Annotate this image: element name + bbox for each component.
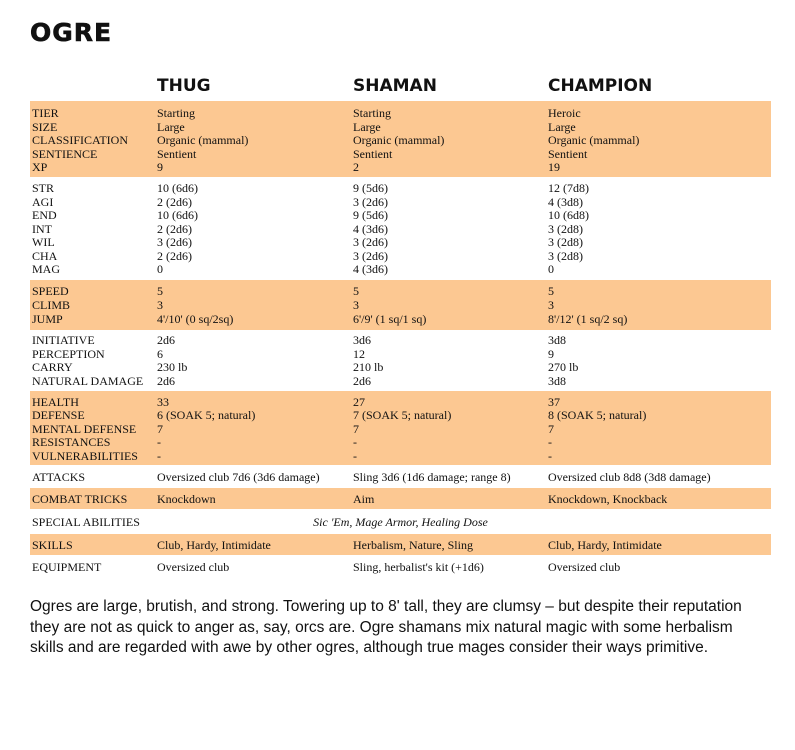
table-row xyxy=(30,470,771,484)
row-label: CLIMB xyxy=(32,298,71,312)
shaman-value: 2 xyxy=(353,160,359,174)
thug-value: 10 (6d6) xyxy=(157,181,198,195)
shaman-value: - xyxy=(353,435,357,449)
thug-value: 33 xyxy=(157,395,169,409)
table-row xyxy=(30,133,771,147)
champion-value: Large xyxy=(548,120,576,134)
champion-value: 12 (7d8) xyxy=(548,181,589,195)
thug-value: Sentient xyxy=(157,147,197,161)
row-label: SPECIAL ABILITIES xyxy=(32,514,140,529)
shaman-value: Organic (mammal) xyxy=(353,133,445,147)
combat-tricks-block xyxy=(30,488,771,509)
page-title: OGRE xyxy=(30,18,113,47)
table-row xyxy=(30,449,771,463)
table-row xyxy=(30,120,771,134)
table-row xyxy=(30,538,771,552)
shaman-value: Sentient xyxy=(353,147,393,161)
row-label: NATURAL DAMAGE xyxy=(32,374,144,388)
table-row xyxy=(30,222,771,236)
row-label: WIL xyxy=(32,235,55,249)
champion-value: 3d8 xyxy=(548,374,566,388)
thug-value: - xyxy=(157,449,161,463)
row-label: RESISTANCES xyxy=(32,435,111,449)
shaman-value: 210 lb xyxy=(353,360,384,374)
row-label: EQUIPMENT xyxy=(32,559,102,574)
champion-value: 7 xyxy=(548,422,554,436)
thug-value: 5 xyxy=(157,284,163,298)
shaman-value: 7 xyxy=(353,422,359,436)
special-abilities-block xyxy=(30,510,771,533)
shaman-value: 9 (5d6) xyxy=(353,181,388,195)
champion-value: Heroic xyxy=(548,106,581,120)
shaman-value: Aim xyxy=(353,491,375,506)
row-label: CLASSIFICATION xyxy=(32,133,129,147)
champion-value: 3 xyxy=(548,298,554,312)
thug-value: Oversized club xyxy=(157,559,230,574)
row-label: COMBAT TRICKS xyxy=(32,491,128,506)
shaman-value: 3 (2d6) xyxy=(353,235,388,249)
movement-block xyxy=(30,280,771,330)
thug-value: 2 (2d6) xyxy=(157,195,192,209)
champion-value: - xyxy=(548,449,552,463)
champion-value: Organic (mammal) xyxy=(548,133,640,147)
table-row xyxy=(30,284,771,298)
champion-value: Knockdown, Knockback xyxy=(548,491,668,506)
row-label: INITIATIVE xyxy=(32,333,95,347)
thug-value: 4'/10' (0 sq/2sq) xyxy=(157,312,234,326)
shaman-value: Sling 3d6 (1d6 damage; range 8) xyxy=(353,469,511,484)
thug-value: Large xyxy=(157,120,185,134)
champion-value: 10 (6d8) xyxy=(548,208,589,222)
row-label: JUMP xyxy=(32,312,63,326)
row-label: VULNERABILITIES xyxy=(32,449,138,463)
table-row xyxy=(30,360,771,374)
table-row xyxy=(30,435,771,449)
row-label: INT xyxy=(32,222,52,236)
thug-value: Starting xyxy=(157,106,195,120)
column-header-thug: THUG xyxy=(157,76,211,96)
thug-value: 6 xyxy=(157,347,163,361)
table-row xyxy=(30,262,771,276)
column-header-champion: CHAMPION xyxy=(548,76,653,96)
shaman-value: 3 (2d6) xyxy=(353,249,388,263)
table-row xyxy=(30,408,771,422)
champion-value: 5 xyxy=(548,284,554,298)
table-row xyxy=(30,560,771,574)
thug-value: 6 (SOAK 5; natural) xyxy=(157,408,256,422)
thug-value: 10 (6d6) xyxy=(157,208,198,222)
thug-value: 2d6 xyxy=(157,333,175,347)
shaman-value: 9 (5d6) xyxy=(353,208,388,222)
shaman-value: 12 xyxy=(353,347,365,361)
row-label: ATTACKS xyxy=(32,469,86,484)
skills-block xyxy=(30,534,771,555)
champion-value: - xyxy=(548,435,552,449)
row-label: SKILLS xyxy=(32,537,73,552)
shaman-value: 2d6 xyxy=(353,374,371,388)
thug-value: 2 (2d6) xyxy=(157,249,192,263)
row-label: CHA xyxy=(32,249,58,263)
column-header-shaman: SHAMAN xyxy=(353,76,437,96)
table-row xyxy=(30,181,771,195)
table-row xyxy=(30,492,771,506)
shaman-value: Sling, herbalist's kit (+1d6) xyxy=(353,559,484,574)
champion-value: Oversized club 8d8 (3d8 damage) xyxy=(548,469,711,484)
champion-value: 3 (2d8) xyxy=(548,249,583,263)
champion-value: 8'/12' (1 sq/2 sq) xyxy=(548,312,628,326)
shaman-value: Starting xyxy=(353,106,391,120)
thug-value: - xyxy=(157,435,161,449)
row-label: CARRY xyxy=(32,360,73,374)
thug-value: Knockdown xyxy=(157,491,216,506)
row-label: STR xyxy=(32,181,55,195)
attributes-block xyxy=(30,179,771,279)
champion-value: 8 (SOAK 5; natural) xyxy=(548,408,647,422)
shaman-value: 3 xyxy=(353,298,359,312)
table-row xyxy=(30,195,771,209)
champion-value: 3 (2d8) xyxy=(548,222,583,236)
table-row xyxy=(30,235,771,249)
table-row xyxy=(30,160,771,174)
champion-value: 37 xyxy=(548,395,560,409)
champion-value: 19 xyxy=(548,160,560,174)
table-row xyxy=(30,312,771,326)
table-row xyxy=(30,298,771,312)
thug-value: Oversized club 7d6 (3d6 damage) xyxy=(157,469,320,484)
champion-value: Club, Hardy, Intimidate xyxy=(548,537,662,552)
special-abilities-value: Sic 'Em, Mage Armor, Healing Dose xyxy=(313,514,488,529)
thug-value: 9 xyxy=(157,160,163,174)
row-label: PERCEPTION xyxy=(32,347,105,361)
row-label: TIER xyxy=(32,106,59,120)
thug-value: 2 (2d6) xyxy=(157,222,192,236)
table-row xyxy=(30,374,771,388)
shaman-value: Large xyxy=(353,120,381,134)
row-label: MENTAL DEFENSE xyxy=(32,422,137,436)
thug-value: Organic (mammal) xyxy=(157,133,249,147)
champion-value: 270 lb xyxy=(548,360,579,374)
equipment-block xyxy=(30,556,771,577)
row-label: SPEED xyxy=(32,284,69,298)
shaman-value: 7 (SOAK 5; natural) xyxy=(353,408,452,422)
table-row xyxy=(30,333,771,347)
thug-value: 3 (2d6) xyxy=(157,235,192,249)
attacks-block xyxy=(30,466,771,487)
champion-value: 4 (3d8) xyxy=(548,195,583,209)
shaman-value: 27 xyxy=(353,395,365,409)
champion-value: 3d8 xyxy=(548,333,566,347)
table-row xyxy=(30,515,771,529)
row-label: SIZE xyxy=(32,120,58,134)
row-label: XP xyxy=(32,160,48,174)
row-label: END xyxy=(32,208,57,222)
shaman-value: Herbalism, Nature, Sling xyxy=(353,537,473,552)
thug-value: 2d6 xyxy=(157,374,175,388)
basic-info-block xyxy=(30,101,771,177)
shaman-value: 5 xyxy=(353,284,359,298)
shaman-value: 4 (3d6) xyxy=(353,222,388,236)
thug-value: 3 xyxy=(157,298,163,312)
thug-value: Club, Hardy, Intimidate xyxy=(157,537,271,552)
row-label: AGI xyxy=(32,195,54,209)
champion-value: 9 xyxy=(548,347,554,361)
table-row xyxy=(30,106,771,120)
champion-value: 0 xyxy=(548,262,554,276)
table-row xyxy=(30,208,771,222)
table-row xyxy=(30,395,771,409)
thug-value: 7 xyxy=(157,422,163,436)
shaman-value: 6'/9' (1 sq/1 sq) xyxy=(353,312,427,326)
table-row xyxy=(30,147,771,161)
table-row xyxy=(30,249,771,263)
table-row xyxy=(30,422,771,436)
defense-block xyxy=(30,391,771,465)
row-label: SENTIENCE xyxy=(32,147,98,161)
shaman-value: 3 (2d6) xyxy=(353,195,388,209)
shaman-value: 4 (3d6) xyxy=(353,262,388,276)
table-row xyxy=(30,347,771,361)
description-paragraph: Ogres are large, brutish, and strong. Towering up to 8' tall, they are clumsy – but despite their reputation they are not as quick to anger as, say, orcs are. Ogre shamans mix natural magic with some herbalism skills and are regarded with awe by other ogres, although true mages consider their ways primitive. xyxy=(30,598,742,656)
champion-value: Sentient xyxy=(548,147,588,161)
row-label: HEALTH xyxy=(32,395,79,409)
thug-value: 230 lb xyxy=(157,360,188,374)
champion-value: 3 (2d8) xyxy=(548,235,583,249)
thug-value: 0 xyxy=(157,262,163,276)
row-label: MAG xyxy=(32,262,61,276)
champion-value: Oversized club xyxy=(548,559,621,574)
derived-block xyxy=(30,331,771,390)
shaman-value: 3d6 xyxy=(353,333,371,347)
row-label: DEFENSE xyxy=(32,408,85,422)
shaman-value: - xyxy=(353,449,357,463)
